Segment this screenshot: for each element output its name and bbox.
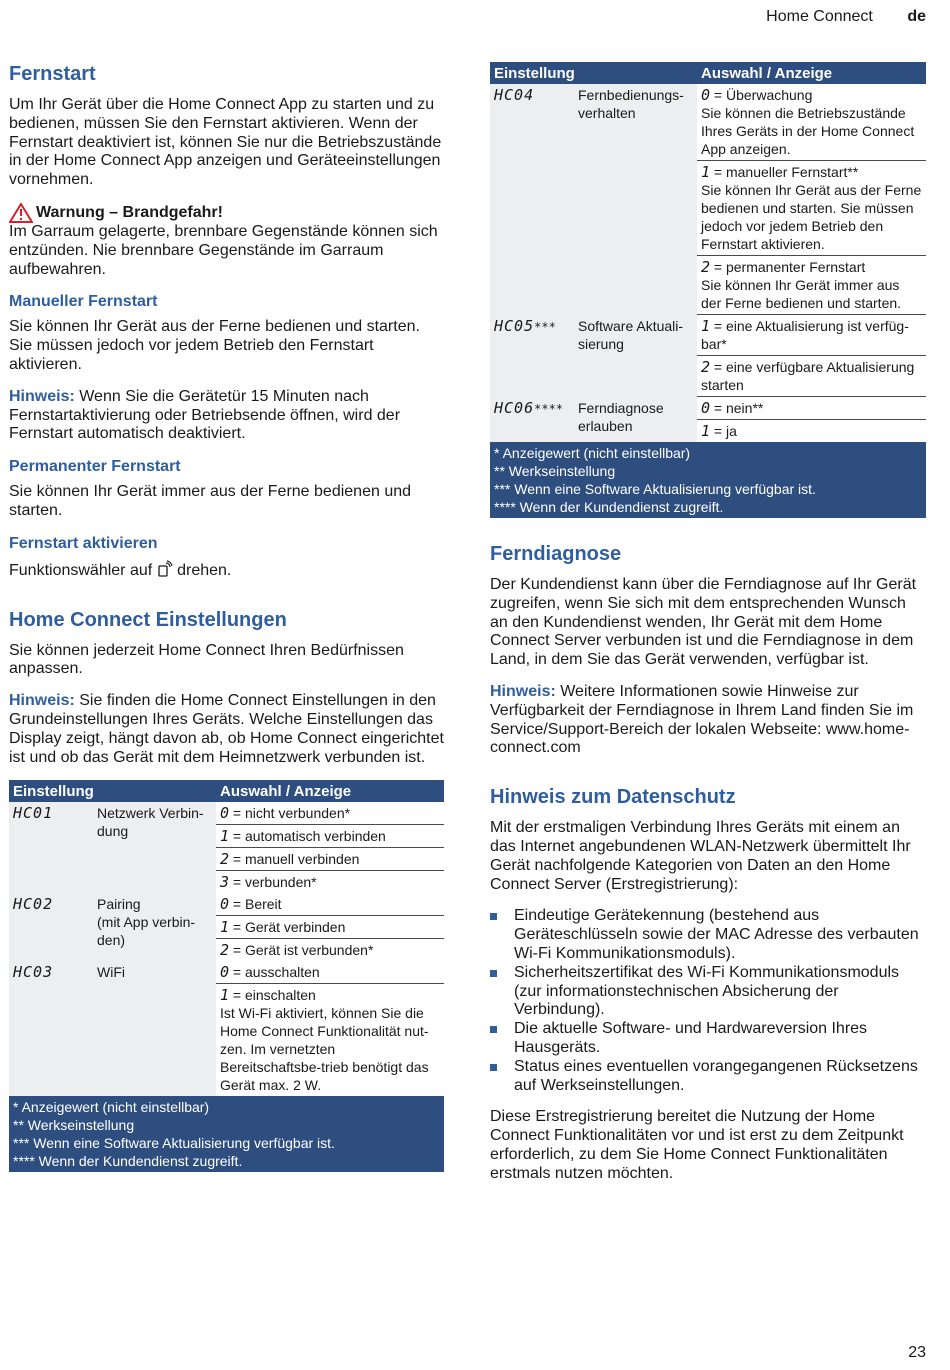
- setting-name-a: Pairing: [97, 896, 141, 913]
- setting-code-text: HC05: [494, 316, 535, 335]
- fernstart-intro: Um Ihr Gerät über die Home Connect App zu starten und zu bedienen, müssen Sie den Fernstart aktivieren. Wenn der Fernstart deaktiviert ist, können Sie nur die Betriebszustände in der Home Connect App anzeigen und Geräteeinstellungen vornehmen.: [9, 96, 442, 189]
- section-title-datenschutz: Hinweis zum Datenschutz: [490, 786, 736, 809]
- option: [697, 356, 926, 397]
- col-header-setting: Einstellung: [9, 780, 216, 802]
- option-text: = manuell verbinden: [229, 851, 360, 868]
- option-digit: 1: [701, 422, 711, 440]
- option-text: = permanenter Fernstart: [710, 259, 866, 275]
- setting-name: Netzwerk Verbin-dung: [93, 802, 216, 893]
- option-text: = automatisch verbinden: [229, 828, 386, 845]
- option-text: = eine verfügbare Aktualisierung starten: [701, 359, 915, 393]
- footnote: * Anzeigewert (nicht einstellbar): [13, 1099, 210, 1116]
- option: [697, 420, 926, 443]
- hint-text: Wenn Sie die Gerätetür 15 Minuten nach Fernstartaktivierung oder Betriebsende öffnen, wird der Fernstart automatisch deaktiviert.: [9, 387, 401, 443]
- table-row: [490, 397, 926, 420]
- option-text: = Gerät verbinden: [229, 919, 346, 936]
- setting-code-text: HC06: [494, 398, 535, 417]
- table-footnotes: [9, 1096, 444, 1172]
- list-item: Eindeutige Gerätekennung (bestehend aus Geräteschlüsseln sowie der MAC Adresse des verbauten Wi-Fi Kommunikationsmoduls).: [490, 907, 926, 963]
- table-row: [9, 893, 444, 916]
- table-header-row: [9, 780, 444, 802]
- header-brand: Home Connect: [766, 8, 873, 25]
- hint-text: Weitere Informationen sowie Hinweise zur Verfügbarkeit der Ferndiagnose in Ihrem Land finden Sie im Service/Support-Bereich der lokalen Webseite: www.home-connect.com: [490, 682, 914, 757]
- subtitle-permanent: Permanenter Fernstart: [9, 458, 181, 476]
- permanent-text: Sie können Ihr Gerät immer aus der Ferne bedienen und starten.: [9, 483, 412, 519]
- option: [216, 802, 444, 825]
- footnote: ** Werkseinstellung: [494, 463, 616, 479]
- section-title-fernstart: Fernstart: [9, 63, 96, 85]
- option-digit: 2: [701, 258, 711, 276]
- option: [216, 961, 444, 984]
- datenschutz-intro: Mit der erstmaligen Verbindung Ihres Geräts mit einem an das Internet angebundenen WLAN-Netzwerk übermittelt Ihr Gerät nachfolgende Kategorien von Daten an den Home Connect Server (Erstregistrierung):: [490, 819, 911, 893]
- option-text: = verbunden*: [229, 874, 317, 891]
- settings-table-right: [490, 62, 926, 518]
- setting-code: [490, 397, 574, 443]
- subtitle-activate: Fernstart aktivieren: [9, 534, 158, 552]
- option-description: Sie können die Betriebszustände Ihres Geräts in der Home Connect App anzeigen.: [701, 105, 915, 157]
- table-row: [9, 802, 444, 825]
- hint-label: Hinweis:: [490, 682, 556, 700]
- subtitle-manual: Manueller Fernstart: [9, 293, 158, 311]
- setting-code-stars: ***: [534, 319, 556, 334]
- col-header-selection: Auswahl / Anzeige: [697, 62, 926, 84]
- footnote: **** Wenn der Kundendienst zugreift.: [13, 1153, 243, 1170]
- activate-text: [9, 560, 444, 581]
- option-text: = ausschalten: [229, 964, 320, 981]
- list-item: Sicherheitszertifikat des Wi-Fi Kommunikationsmoduls (zur informationstechnischen Absicherung der Verbindung).: [490, 964, 926, 1020]
- footnote: ** Werkseinstellung: [13, 1117, 135, 1134]
- setting-code: HC02: [9, 893, 93, 961]
- warning-text: Im Garraum gelagerte, brennbare Gegenstände können sich entzünden. Nie brennbare Gegenstände im Garraum aufbewahren.: [9, 222, 438, 278]
- activate-text-a: Funktionswähler auf: [9, 561, 157, 579]
- settings-table-left: [9, 780, 444, 1172]
- col-header-selection: Auswahl / Anzeige: [216, 780, 444, 802]
- setting-name: [93, 893, 216, 961]
- option: [216, 871, 444, 894]
- option-text: = nicht verbunden*: [229, 805, 351, 822]
- datenschutz-outro: Diese Erstregistrierung bereitet die Nutzung der Home Connect Funktionalitäten vor und ist erst zu dem Zeitpunkt erforderlich, zu dem Sie Home Connect Funktionalitäten erstmals nutzen möchten.: [490, 1108, 904, 1182]
- option-text: = Bereit: [229, 896, 282, 913]
- ferndiagnose-text: Der Kundendienst kann über die Ferndiagnose auf Ihr Gerät zugreifen, wenn Sie sich mit dem entsprechenden Wunsch an den Kundendienst wenden, Ihr Gerät mit dem Home Connect Server verbunden ist und die Ferndiagnose in dem Land, in dem Sie das Gerät verwenden, verfügbar ist.: [490, 576, 917, 669]
- option-text: = ja: [710, 423, 737, 439]
- option-digit: 0: [701, 399, 711, 417]
- option: [216, 939, 444, 962]
- option-digit: 1: [220, 827, 230, 846]
- footnotes: [490, 442, 926, 518]
- option-digit: 1: [701, 317, 711, 335]
- option-digit: 2: [220, 941, 230, 960]
- option-digit: 1: [220, 918, 230, 937]
- table-row: [490, 84, 926, 161]
- option: [216, 893, 444, 916]
- option-digit: 0: [701, 86, 711, 104]
- setting-code: HC01: [9, 802, 93, 893]
- setting-code: HC04: [490, 84, 574, 315]
- hint-settings: [9, 692, 444, 767]
- setting-code: HC03: [9, 961, 93, 1096]
- setting-name: Software Aktuali-sierung: [574, 315, 697, 397]
- data-category-list: [490, 907, 926, 1095]
- table-row: [9, 961, 444, 984]
- page-number: 23: [908, 1344, 926, 1361]
- option-text: = Gerät ist verbunden*: [229, 942, 374, 959]
- setting-name: WiFi: [93, 961, 216, 1096]
- option: [697, 84, 926, 161]
- option-text: = einschalten: [229, 987, 316, 1004]
- option-text: = eine Aktualisierung ist verfüg-bar*: [701, 318, 909, 352]
- option-digit: 2: [220, 850, 230, 869]
- warning-title: Warnung – Brandgefahr!: [36, 203, 223, 221]
- page-header: [766, 8, 926, 26]
- option-digit: 0: [220, 895, 230, 914]
- table-row: [490, 315, 926, 356]
- option-digit: 0: [220, 804, 230, 823]
- option-digit: 0: [220, 963, 230, 982]
- settings-intro: Sie können jederzeit Home Connect Ihren Bedürfnissen anpassen.: [9, 641, 404, 678]
- option-digit: 3: [220, 873, 230, 892]
- setting-name: Ferndiagnose erlauben: [574, 397, 697, 443]
- setting-name: Fernbedienungs-verhalten: [574, 84, 697, 315]
- right-column: [490, 62, 926, 1197]
- table-header-row: [490, 62, 926, 84]
- option-description: Sie können Ihr Gerät aus der Ferne bedienen und starten. Sie müssen jedoch vor jedem Betrieb den Fernstart aktivieren.: [701, 182, 922, 252]
- option-text: = nein**: [710, 400, 764, 416]
- manual-text: Sie können Ihr Gerät aus der Ferne bedienen und starten. Sie müssen jedoch vor jedem Betrieb den Fernstart aktivieren.: [9, 318, 420, 373]
- footnote: *** Wenn eine Software Aktualisierung verfügbar ist.: [13, 1135, 335, 1152]
- list-item: Die aktuelle Software- und Hardwareversion Ihres Hausgeräts.: [490, 1020, 926, 1058]
- option: [216, 984, 444, 1097]
- footnote: * Anzeigewert (nicht einstellbar): [494, 445, 691, 461]
- footnote: **** Wenn der Kundendienst zugreift.: [494, 499, 724, 515]
- hint-text: Sie finden die Home Connect Einstellungen in den Grundeinstellungen Ihres Geräts. Welche Einstellungen das Display zeigt, hängt davon ab, ob Home Connect eingerichtet ist und ob das Gerät mit dem Heimnetzwerk verbunden ist.: [9, 692, 444, 766]
- option: [697, 315, 926, 356]
- option-description: Sie können Ihr Gerät immer aus der Ferne bedienen und starten.: [701, 277, 902, 311]
- setting-name-b: (mit App verbin-den): [97, 914, 196, 949]
- footnotes: [9, 1096, 444, 1172]
- hint-label: Hinweis:: [9, 692, 75, 710]
- option-description: Ist Wi-Fi aktiviert, können Sie die Home Connect Funktionalität nut-zen. Im vernetzten Bereitschaftsbe-trieb benötigt das Gerät max. 2 W.: [220, 1005, 429, 1094]
- option: [697, 397, 926, 420]
- col-header-setting: Einstellung: [490, 62, 697, 84]
- warning-triangle-icon: [9, 203, 33, 223]
- option-text: = Überwachung: [710, 87, 813, 103]
- option: [216, 825, 444, 848]
- option: [697, 256, 926, 315]
- hint-fernstart: [9, 388, 444, 444]
- option-digit: 1: [220, 986, 230, 1005]
- warning-heading: [9, 203, 444, 223]
- section-title-ferndiagnose: Ferndiagnose: [490, 543, 622, 565]
- list-item: Status eines eventuellen vorangegangenen Rücksetzens auf Werkseinstellungen.: [490, 1058, 926, 1096]
- header-language: de: [907, 8, 926, 25]
- option: [216, 916, 444, 939]
- option: [697, 161, 926, 256]
- option: [216, 848, 444, 871]
- setting-code: [490, 315, 574, 397]
- section-title-settings: Home Connect Einstellungen: [9, 608, 287, 631]
- option-text: = manueller Fernstart**: [710, 164, 859, 180]
- option-digit: 2: [701, 358, 711, 376]
- setting-code-stars: ****: [534, 401, 564, 416]
- hint-label: Hinweis:: [9, 387, 75, 405]
- activate-text-b: drehen.: [172, 561, 232, 579]
- footnote: *** Wenn eine Software Aktualisierung verfügbar ist.: [494, 481, 816, 497]
- option-digit: 1: [701, 163, 711, 181]
- table-footnotes: [490, 442, 926, 518]
- left-column: [9, 62, 444, 1172]
- remote-start-icon: [157, 560, 173, 578]
- hint-ferndiagnose: [490, 683, 926, 758]
